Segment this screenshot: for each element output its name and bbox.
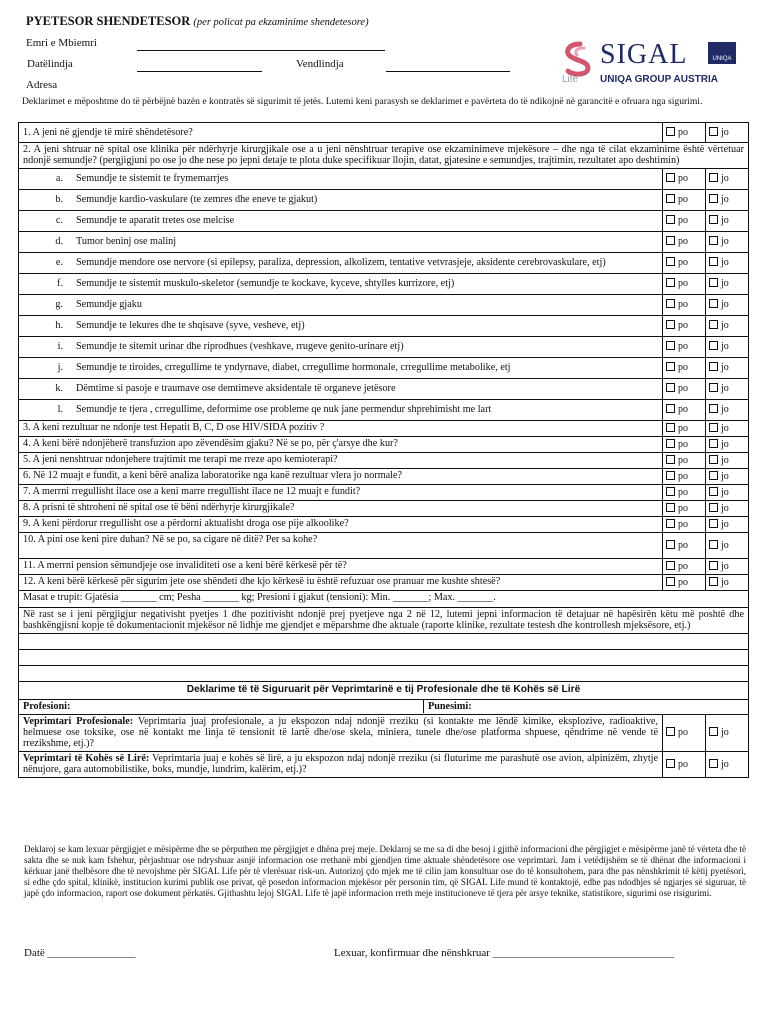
question-text: 3. A keni rezultuar ne ndonje test Hepatit B, C, D ose HIV/SIDA pozitiv ? [19,420,663,436]
sub-question-letter: k. [55,383,63,395]
q-6-no[interactable]: jo [706,468,749,484]
q-5-no[interactable]: jo [706,452,749,468]
checkbox-icon [666,503,675,512]
sub-question-text: Semundje te sistemit muskulo-skeletor (semundje te kockave, kyceve, shtylles kurrizore, etj) [76,278,455,290]
checkbox-icon [709,487,718,496]
question-text: 9. A keni përdorur rregullisht ose a përdorni aktualisht droga ose pije alkoolike? [19,516,663,532]
checkbox-icon [666,320,675,329]
question-text: 4. A keni bërë ndonjëherë transfuzion apo zëvendësim gjaku? Në se po, për ç'arsye dhe kur? [19,436,663,452]
sub-6-yes[interactable]: po [663,294,706,315]
sub-question-row [19,399,749,420]
question-row [19,468,749,484]
question-text: 12. A keni bërë kërkesë për sigurim jete ose shëndeti dhe kjo kërkesë iu është refuzuar ose pranuar me kushte shtesë? [19,574,663,590]
sub-9-yes[interactable]: po [663,357,706,378]
checkbox-icon [709,540,718,549]
sub-5-no[interactable]: jo [706,273,749,294]
section-title: Deklarime të të Siguruarit për Veprimtarinë e tij Profesionale dhe të Kohës së Lirë [19,681,749,699]
checkbox-icon [709,471,718,480]
question-text: 6. Në 12 muajt e fundit, a keni bërë analiza laboratorike nga kanë rezultuar vlera jo normale? [19,468,663,484]
q-4-no[interactable]: jo [706,436,749,452]
checkbox-icon [709,727,718,736]
sub-11-no[interactable]: jo [706,399,749,420]
sub-question [19,252,663,273]
profession-label: Profesioni: [19,700,424,713]
sub-5-yes[interactable]: po [663,273,706,294]
checkbox-icon [666,759,675,768]
question-row [19,574,749,590]
sub-6-no[interactable]: jo [706,294,749,315]
q1-yes[interactable]: po [663,123,706,143]
sub-question [19,336,663,357]
checkbox-icon [666,471,675,480]
sub-1-yes[interactable]: po [663,189,706,210]
details-line-3[interactable] [19,665,749,681]
details-line-2[interactable] [19,649,749,665]
checkbox-icon [709,257,718,266]
sub-question-text: Semundje kardio-vaskulare (te zemres dhe eneve te gjakut) [76,194,318,206]
declaration-footer: Deklaroj se kam lexuar përgjigjet e mësipërme dhe se përputhen me përgjigjet e dhëna prej meje. Deklaroj se me sa di dhe besoj i gjithë informacioni dhe përgjigjet e mësipërme janë të vërteta dhe të sakta dhe se nuk kam fshehur, përjashtuar ose ndryshuar asnjë informacion ose rrethanë mbi gjendjen time aktuale shëndetësore ose veprimtari. Jam i vetëdijshëm se të dhënat dhe informacioni i kërkuar janë thelbësore dhe të nevojshme për SIGAL Life për të vlerësuar risk-un. Autorizoj çdo mjek me të cilin jam konsultuar ose do të konsultohem, para dhe pas nënshkrimit të këtij pyetësori, si edhe çdo spital, klinikë, institucion kurimi publik ose privat, që posedon informacion mjekësor për personin tim, që SIGAL Life mund të kontaktojë, edhe pas ndodhjes së ngjarjes së siguruar, të japë çdo informacion, raport ose dokument përkatës. Gjithashtu lejoj SIGAL Life të japë informacion rreth meje institucioneve të tjera për arsye teknike, statistikore, sigurimi ose risigurimi. [24,844,746,899]
checkbox-icon [666,519,675,528]
sub-question-letter: f. [57,278,63,290]
sub-question-row [19,315,749,336]
checkbox-icon [666,487,675,496]
sub-4-no[interactable]: jo [706,252,749,273]
sub-question-letter: l. [57,404,63,416]
sub-question-row [19,231,749,252]
sub-question-text: Dëmtime si pasoje e traumave ose demtimeve aksidentale të organeve jetësore [76,383,396,395]
confirmation-signature-field[interactable]: Lexuar, konfirmuar dhe nënshkruar _________________________________ [334,947,675,959]
q-10-no[interactable]: jo [706,532,749,558]
sub-0-no[interactable]: jo [706,168,749,189]
checkbox-icon [666,404,675,413]
checkbox-icon [709,439,718,448]
checkbox-icon [666,341,675,350]
details-note: Në rast se i jeni përgjigjur negativisht pyetjes 1 dhe pozitivisht ndonjë prej pyetjeve nga 2 në 12, lutemi jepni informacion të detajuar në hapësirën këtu më poshtë dhe bashkëngjisni kopje të dokumentacionit mjekësor në lidhje me gjendjet e mëparshme dhe aktuale (raporte klinike, rezultate testesh dhe kontrollesh mjeksësore, etj.) [19,607,749,633]
checkbox-icon [666,561,675,570]
question-text: 7. A merrni rregullisht ilace ose a keni marre rregullisht ilace ne 12 muajt e fundit? [19,484,663,500]
sub-2-yes[interactable]: po [663,210,706,231]
address-label: Adresa [26,79,58,91]
sub-question-letter: b. [55,194,63,206]
checkbox-icon [709,503,718,512]
sub-11-yes[interactable]: po [663,399,706,420]
sub-question [19,294,663,315]
sub-question [19,189,663,210]
checkbox-icon [709,236,718,245]
checkbox-icon [709,519,718,528]
question-row [19,420,749,436]
checkbox-icon [666,278,675,287]
free-no[interactable]: jo [706,751,749,777]
sub-8-yes[interactable]: po [663,336,706,357]
sub-question [19,399,663,420]
question-text: 10. A pini ose keni pire duhan? Në se po, sa cigare në ditë? Per sa kohe? [19,532,663,558]
sub-0-yes[interactable]: po [663,168,706,189]
checkbox-icon [666,362,675,371]
body-measures: Masat e trupit: Gjatësia _______ cm; Pesha _______ kg; Presioni i gjakut (tensioni): Min. _______; Max. _______. [19,590,749,607]
sub-question-row [19,336,749,357]
sub-4-yes[interactable]: po [663,252,706,273]
prof-yes[interactable]: po [663,714,706,751]
sigal-logo-mark-icon [562,40,738,86]
sub-9-no[interactable]: jo [706,357,749,378]
checkbox-icon [666,383,675,392]
checkbox-icon [666,257,675,266]
checkbox-icon [666,577,675,586]
q-10-yes[interactable]: po [663,532,706,558]
sub-question-letter: d. [55,236,63,248]
checkbox-icon [709,299,718,308]
logo-badge-text: UNIQA [712,56,732,62]
question-row [19,500,749,516]
question-row [19,452,749,468]
sub-question [19,273,663,294]
sigal-logo [562,40,738,86]
profession-row [19,699,749,714]
checkbox-icon [666,215,675,224]
title-subtitle: (per policat pa ekzaminime shendetesore) [193,17,369,28]
free-yes[interactable]: po [663,751,706,777]
birthplace-label: Vendlindja [296,58,344,70]
sub-2-no[interactable]: jo [706,210,749,231]
sub-question-row [19,273,749,294]
checkbox-icon [666,540,675,549]
sub-10-yes[interactable]: po [663,378,706,399]
q1-no[interactable]: jo [706,123,749,143]
sub-question-row [19,357,749,378]
q-11-no[interactable]: jo [706,558,749,574]
q-9-yes[interactable]: po [663,516,706,532]
checkbox-icon [709,173,718,182]
question-row [19,484,749,500]
q-8-yes[interactable]: po [663,500,706,516]
sub-question-letter: h. [55,320,63,332]
sub-question [19,378,663,399]
sub-question-text: Tumor beninj ose malinj [76,236,177,248]
question-row [19,558,749,574]
sub-questions [19,168,749,420]
q-7-yes[interactable]: po [663,484,706,500]
sub-question-letter: c. [55,215,63,227]
logo-group-text: UNIQA GROUP AUSTRIA [600,74,718,85]
q-5-yes[interactable]: po [663,452,706,468]
checkbox-icon [709,455,718,464]
checkbox-icon [666,173,675,182]
checkbox-icon [709,194,718,203]
checkbox-icon [666,236,675,245]
birthdate-field[interactable] [137,71,262,72]
sub-question-row [19,378,749,399]
checkbox-icon [709,423,718,432]
question-text: 5. A jeni nenshtruar ndonjehere trajtimit me terapi me rreze apo kemioterapi? [19,452,663,468]
q-3-yes[interactable]: po [663,420,706,436]
sub-question-row [19,252,749,273]
q-12-no[interactable]: jo [706,574,749,590]
sub-question [19,168,663,189]
intro-text: Deklarimet e mëposhtme do të përbëjnë bazën e kontratës së sigurimit të jetës. Lutemi keni parasysh se deklarimet e pavërteta do të ndikojnë në garancitë e ofruara nga sigurimi. [22,96,703,107]
checkbox-icon [709,278,718,287]
sub-1-no[interactable]: jo [706,189,749,210]
details-line-1[interactable] [19,633,749,649]
birthdate-label: Datëlindja [27,58,73,70]
sub-3-no[interactable]: jo [706,231,749,252]
questions-table [18,122,749,778]
sub-3-yes[interactable]: po [663,231,706,252]
q-11-yes[interactable]: po [663,558,706,574]
sub-question-text: Semundje te sitemit urinar dhe riprodhues (veshkave, rrugeve genito-urinare etj) [76,341,404,353]
question-2: 2. A jeni shtruar në spital ose klinika për ndërhyrje kirurgjikale ose a u jeni nënshtruar terapive ose ekzaminimeve mjekësore – dhe nga të cilat ekzaminime është vërtetuar ndonjë semundje? (pergjigjuni po ose jo dhe nese po jepni detaje te plota duke specifikuar llojin, datat, gjatesine e semundjes, trajtimin, rezultatet apo deshtimin) [19,143,749,169]
sub-question-row [19,294,749,315]
question-1: 1. A jeni në gjendje të mirë shëndetësore? [19,123,663,143]
checkbox-icon [666,299,675,308]
form-title [26,14,369,29]
sub-question-text: Semundje te lekures dhe te shqisave (syve, vesheve, etj) [76,320,305,332]
checkbox-icon [709,320,718,329]
employment-label: Punesimi: [428,700,472,712]
checkbox-icon [709,577,718,586]
question-text: 11. A merrni pension sëmundjeje ose invaliditeti ose a keni bërë kërkesë për të? [19,558,663,574]
questions-3-12 [19,420,749,590]
professional-activity-question: Veprimtari Profesionale: Veprimtaria juaj profesionale, a ju ekspozon ndaj ndonjë rreziku (si kontakte me lëndë kimike, eksplozive, radioaktive, helmuese ose toksike, ose në kontakt me linja të tensionit të lartë dhe/ose skela, miniera, tunele dhe/ose platforma shpuese, qëndrime në vende të rrezikshme, etj.)? [19,714,663,751]
name-field[interactable] [137,50,385,51]
q-3-no[interactable]: jo [706,420,749,436]
q-8-no[interactable]: jo [706,500,749,516]
question-text: 8. A prisni të shtroheni në spital ose të bëni ndërhyrje kirurgjikale? [19,500,663,516]
title-main: PYETESOR SHENDETESOR [26,14,191,28]
q-12-yes[interactable]: po [663,574,706,590]
sub-8-no[interactable]: jo [706,336,749,357]
sub-question-text: Semundje te aparatit tretes ose melcise [76,215,235,227]
checkbox-icon [709,561,718,570]
prof-no[interactable]: jo [706,714,749,751]
sub-question [19,315,663,336]
date-signature-field[interactable]: Datë ________________ [24,947,136,959]
logo-brand-text: SIGAL [600,40,688,70]
checkbox-icon [666,194,675,203]
sub-question [19,231,663,252]
sub-7-yes[interactable]: po [663,315,706,336]
checkbox-icon [666,439,675,448]
question-row [19,516,749,532]
sub-question-letter: a. [55,173,63,185]
sub-question-letter: g. [55,299,63,311]
sub-question [19,210,663,231]
sub-question-row [19,210,749,231]
sub-10-no[interactable]: jo [706,378,749,399]
sub-question-text: Semundje gjaku [76,299,142,311]
sub-question-text: Semundje te tjera , crregullime, deformime ose probleme qe nuk jane permendur shprehimisht me lart [76,404,492,416]
sub-7-no[interactable]: jo [706,315,749,336]
q-6-yes[interactable]: po [663,468,706,484]
checkbox-icon [709,215,718,224]
free-time-activity-question: Veprimtari të Kohës së Lirë: Veprimtaria juaj e kohës së lirë, a ju ekspozon ndaj ndonjë rreziku (si fluturime me parashutë ose avion, alpinizëm, zhytje nënujore, gara automobilistike, boks, mundje, lundrim, kalërim, etj.)? [19,751,663,777]
birthplace-field[interactable] [386,71,510,72]
logo-life-text: Life [562,74,579,85]
sub-question-row [19,189,749,210]
checkbox-icon [709,341,718,350]
sub-question-row [19,168,749,189]
sub-question [19,357,663,378]
sub-question-letter: j. [57,362,63,374]
checkbox-icon [666,127,675,136]
checkbox-icon [709,362,718,371]
question-row [19,436,749,452]
checkbox-icon [666,727,675,736]
checkbox-icon [666,455,675,464]
sub-question-text: Semundje mendore ose nervore (si epilepsy, paraliza, depression, alkolizem, tentative vetvrasjeje, aksidente cerebrovaskulare, etj) [76,257,606,269]
checkbox-icon [709,759,718,768]
question-row [19,532,749,558]
sub-question-text: Semundje te tiroides, crregullime te yndyrnave, diabet, crregullime hormonale, crregullime metabolike, etj [76,362,511,374]
q-4-yes[interactable]: po [663,436,706,452]
sub-question-text: Semundje te sistemit te frymemarrjes [76,173,229,185]
checkbox-icon [709,383,718,392]
sub-question-letter: i. [57,341,63,353]
checkbox-icon [709,404,718,413]
sub-question-letter: e. [55,257,63,269]
q-9-no[interactable]: jo [706,516,749,532]
name-label: Emri e Mbiemri [26,37,97,49]
checkbox-icon [666,423,675,432]
checkbox-icon [709,127,718,136]
q-7-no[interactable]: jo [706,484,749,500]
